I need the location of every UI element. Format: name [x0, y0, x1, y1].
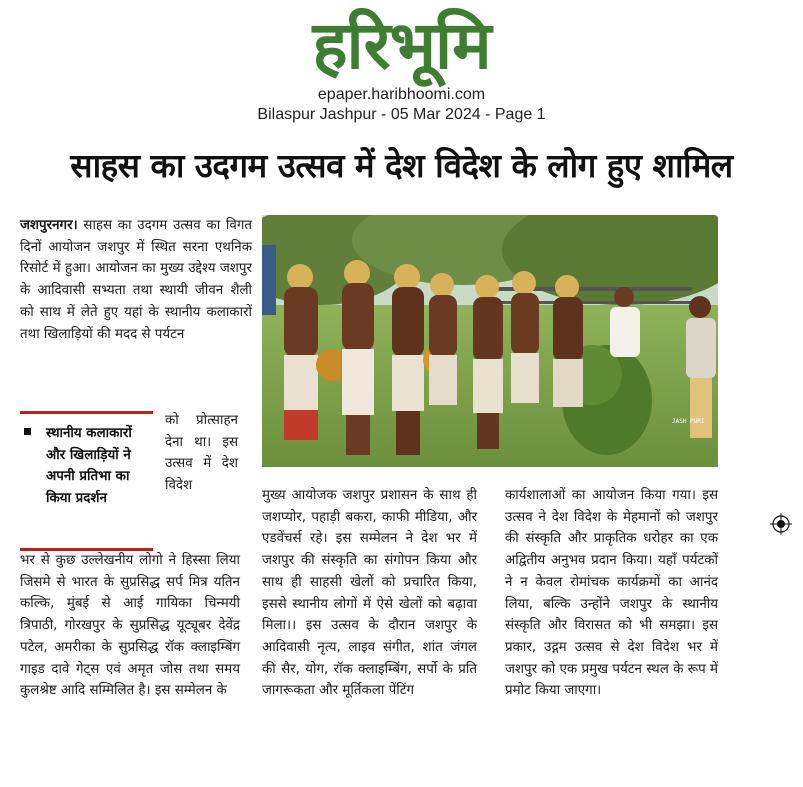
column-1-side-text: को प्रोत्साहन देना था। इस उत्सव में देश विदेश	[165, 413, 238, 494]
bullet-icon	[24, 428, 31, 435]
article-photo	[262, 215, 718, 467]
pull-quote-text: स्थानीय कलाकारों और खिलाड़ियों ने अपनी प्रतिभा का किया प्रदर्शन	[46, 426, 132, 506]
column-2-text: मुख्य आयोजक जशपुर प्रशासन के साथ ही जशप्योर, पहाड़ी बकरा, काफी मीडिया, और एडवेंचर्स रहे। इस सम्मेलन ने देश भर में जशपुर की संस्कृति का संगोपन किया और साथ ही साहसी खेलों को प्रचारित किया, इससे स्थानीय लोगों में ऐसे खेलों को बढ़ावा मिला।। इस उत्सव के दौरान जशपुर के आदिवासी नृत्य, लाइव संगीत, शांत जंगल की सैर, योग, रॉक क्लाइम्बिंग, सर्पो के प्रति जागरूकता और मूर्तिकला पेंटिंग	[262, 488, 477, 699]
pull-quote	[20, 411, 153, 551]
photo-credit: JASH PURI	[672, 418, 705, 425]
column-1-top-text: साहस का उदगम उत्सव का विगत दिनों आयोजन जशपुर में स्थित सरना एथनिक रिसोर्ट में हुआ। आयोजन का मुख्य उद्देश्य जशपुर के आदिवासी सभ्यता तथा स्थायी जीवन शैली को साथ में लेते हुए यहां के स्थानीय कलाकारों तथा खिलाड़ियों की मदद से पर्यटन	[20, 218, 252, 342]
dateline: जशपुरनगर।	[20, 218, 78, 233]
article-column-1-bottom	[20, 550, 240, 702]
article-column-3	[505, 485, 718, 702]
registration-mark-icon	[770, 513, 792, 535]
edition-info: Bilaspur Jashpur - 05 Mar 2024 - Page 1	[257, 106, 546, 123]
tribal-dancers-photo	[262, 215, 718, 467]
masthead	[0, 8, 803, 84]
article-column-1-side	[165, 410, 238, 497]
column-3-text: कार्यशालाओं का आयोजन किया गया। इस उत्सव ने देश विदेश के मेहमानों को जशपुर की संस्कृति और प्राकृतिक धरोहर का एक अद्वितीय अनुभव प्रदान किया। यहाँ पर्यटकों ने न केवल रोमांचक कार्यक्रमों का आनंद लिया, बल्कि उन्होंने जशपुर के स्थानीय संस्कृति और विरासत को भी समझा। इस प्रकार, उद्गम उत्सव से देश विदेश भर में जशपुर को एक प्रमुख पर्यटन स्थल के रूप में प्रमोट किया जाएगा।	[505, 488, 718, 699]
article-column-2	[262, 485, 477, 702]
article-headline: साहस का उदगम उत्सव में देश विदेश के लोग हुए शामिल	[70, 146, 733, 185]
epaper-url: epaper.haribhoomi.com	[317, 86, 486, 103]
newspaper-logo: हरिभूमि	[312, 7, 491, 84]
column-1-bottom-text: भर से कुछ उल्लेखनीय लोगो ने हिस्सा लिया जिसमे से भारत के सुप्रसिद्ध सर्प मित्र यतिन कल्कि, मुंबई से आई गायिका चिन्मयी त्रिपाठी, गोरखपुर के सुप्रसिद्ध यूट्यूबर देवेंद्र पटेल, अमरीका के सुप्रसिद्ध रॉक क्लाइम्बिंग गाइड दावे गेट्स एवं अमृत जोस तथा समय कुलश्रेष्ट आदि सम्मिलित है। इस सम्मेलन के	[20, 553, 240, 699]
article-column-1-top	[20, 215, 252, 345]
